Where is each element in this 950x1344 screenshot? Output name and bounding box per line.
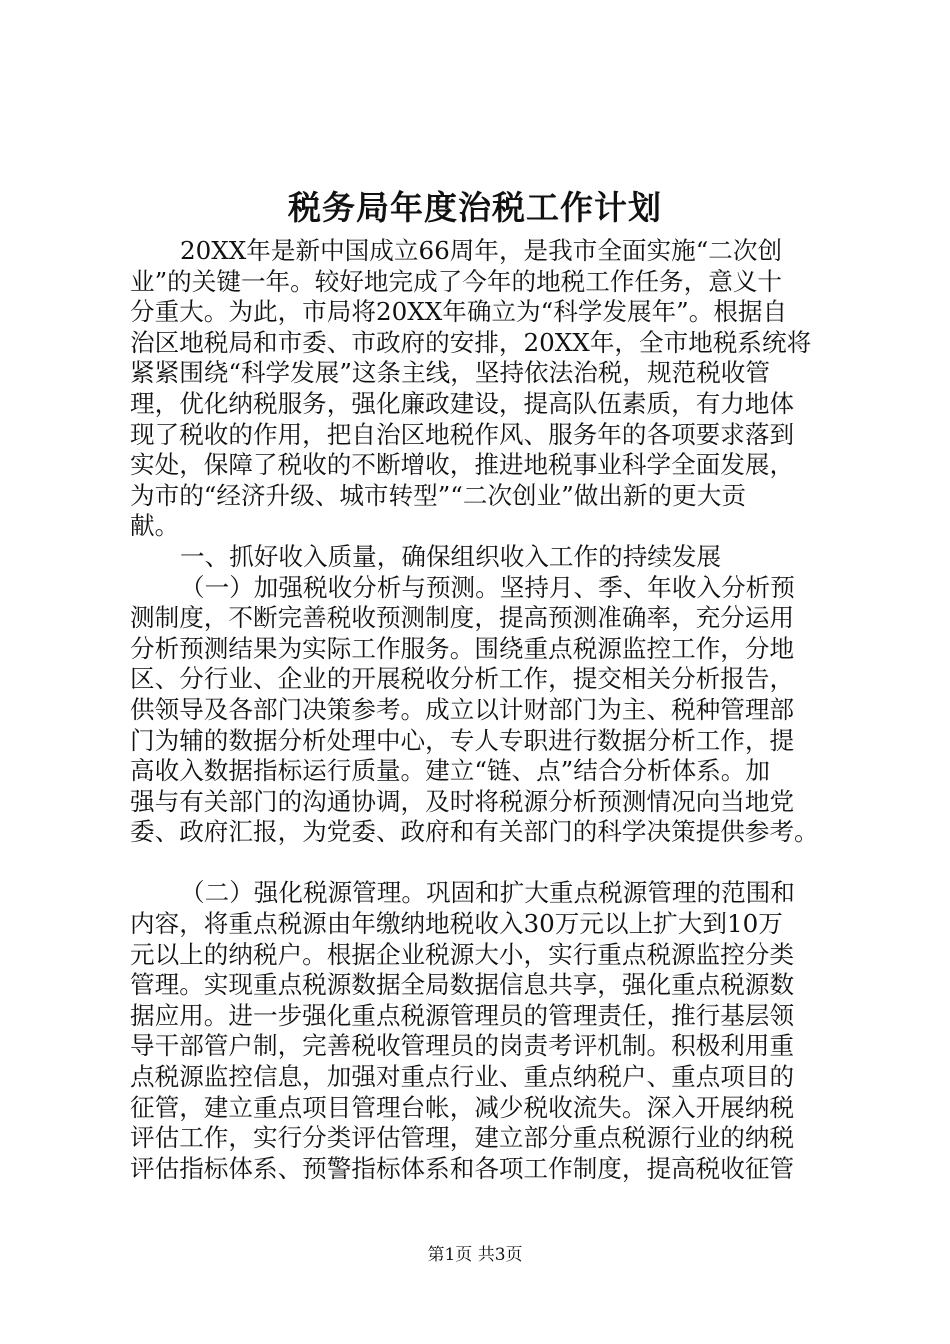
page-number-footer: 第1页 共3页 xyxy=(427,1245,523,1265)
paragraph-line: 导干部管户制，完善税收管理员的岗责考评机制。积极利用重 xyxy=(130,1031,795,1061)
paragraph-line: 强与有关部门的沟通协调，及时将税源分析预测情况向当地党 xyxy=(130,786,795,816)
paragraph-line: 评估指标体系、预警指标体系和各项工作制度，提高税收征管 xyxy=(130,1153,795,1183)
paragraph-line: 评估工作，实行分类评估管理，建立部分重点税源行业的纳税 xyxy=(130,1123,795,1153)
paragraph-gap xyxy=(130,848,830,879)
section-heading: 一、抓好收入质量，确保组织收入工作的持续发展 xyxy=(180,541,722,571)
document-body xyxy=(130,236,830,1184)
paragraph-line: 实处，保障了税收的不断增收，推进地税事业科学全面发展， xyxy=(130,450,795,480)
paragraph-line: 业”的关键一年。较好地完成了今年的地税工作任务，意义十 xyxy=(130,266,783,296)
paragraph-line: 治区地税局和市委、市政府的安排，20XX年，全市地税系统将 xyxy=(130,327,812,357)
paragraph-line: 测制度，不断完善税收预测制度，提高预测准确率，充分运用 xyxy=(130,603,795,633)
paragraph-line: 内容，将重点税源由年缴纳地税收入30万元以上扩大到10万 xyxy=(130,909,783,939)
paragraph-line: 分析预测结果为实际工作服务。围绕重点税源监控工作，分地 xyxy=(130,633,795,663)
paragraph-line: 元以上的纳税户。根据企业税源大小，实行重点税源监控分类 xyxy=(130,939,795,969)
paragraph-line: 分重大。为此，市局将20XX年确立为“科学发展年”。根据自 xyxy=(130,297,788,327)
paragraph-line: 为市的“经济升级、城市转型”“二次创业”做出新的更大贡 xyxy=(130,480,746,510)
paragraph-line: 理，优化纳税服务，强化廉政建设，提高队伍素质，有力地体 xyxy=(130,388,795,418)
paragraph-line: 委、政府汇报，为党委、政府和有关部门的科学决策提供参考。 xyxy=(130,817,819,847)
paragraph-line: 紧紧围绕“科学发展”这条主线，坚持依法治税，规范税收管 xyxy=(130,358,770,388)
paragraph-line: 点税源监控信息，加强对重点行业、重点纳税户、重点项目的 xyxy=(130,1062,795,1092)
paragraph-line: 高收入数据指标运行质量。建立“链、点”结合分析体系。加 xyxy=(130,756,770,786)
paragraph-line: 现了税收的作用，把自治区地税作风、服务年的各项要求落到 xyxy=(130,419,795,449)
document-title: 税务局年度治税工作计划 xyxy=(288,188,662,227)
paragraph-line: （二）强化税源管理。巩固和扩大重点税源管理的范围和 xyxy=(180,878,795,908)
paragraph-line: 供领导及各部门决策参考。成立以计财部门为主、税种管理部 xyxy=(130,694,795,724)
paragraph-line: 管理。实现重点税源数据全局数据信息共享，强化重点税源数 xyxy=(130,970,795,1000)
paragraph-line: 区、分行业、企业的开展税收分析工作，提交相关分析报告， xyxy=(130,664,795,694)
paragraph-line: （一）加强税收分析与预测。坚持月、季、年收入分析预 xyxy=(180,572,795,602)
paragraph-line: 征管，建立重点项目管理台帐，减少税收流失。深入开展纳税 xyxy=(130,1092,795,1122)
paragraph-line: 20XX年是新中国成立66周年，是我市全面实施“二次创 xyxy=(180,236,783,265)
paragraph-line: 据应用。进一步强化重点税源管理员的管理责任，推行基层领 xyxy=(130,1000,795,1030)
paragraph-line: 献。 xyxy=(130,511,180,541)
paragraph-line: 门为辅的数据分析处理中心，专人专职进行数据分析工作，提 xyxy=(130,725,795,755)
